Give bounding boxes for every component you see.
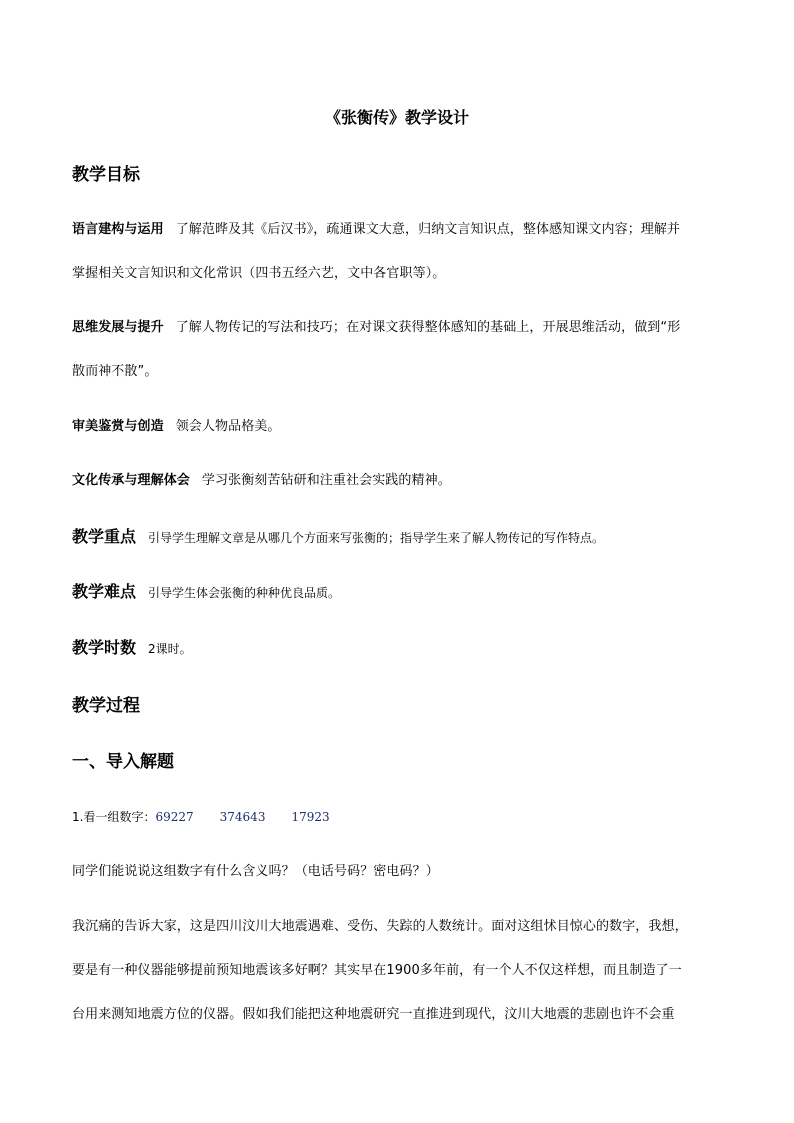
goal-aesthetic-label: 审美鉴赏与创造 xyxy=(72,419,164,434)
goal-language-line-2: 掌握相关文言知识和文化常识（四书五经六艺，文中各官职等）。 xyxy=(72,266,446,281)
goal-thinking-text: 了解人物传记的写法和技巧；在对课文获得整体感知的基础上，开展思维活动，做到“形 xyxy=(175,320,681,335)
goal-language-label: 语言建构与运用 xyxy=(72,222,164,237)
process-heading: 教学过程 xyxy=(72,696,140,716)
teaching-focus-label: 教学重点 xyxy=(72,527,137,546)
goal-culture-text: 学习张衡刻苦钻研和注重社会实践的精神。 xyxy=(201,473,451,488)
paragraph-line-3: 台用来测知地震方位的仪器。假如我们能把这种地震研究一直推进到现代，汶川大地震的悲剧也许不会重 xyxy=(72,1007,675,1022)
teaching-difficulty xyxy=(72,579,340,602)
paragraph-line-2: 要是有一种仪器能够提前预知地震该多好啊？其实早在1900多年前，有一个人不仅这样想，而且制造了一 xyxy=(72,963,682,978)
goals-heading: 教学目标 xyxy=(72,165,140,185)
numbers-line xyxy=(72,806,330,825)
goal-thinking-line-2: 散而神不散”。 xyxy=(72,364,158,379)
numbers-prefix: 1.看一组数字： xyxy=(72,810,156,824)
number-value: 17923 xyxy=(291,810,330,824)
teaching-hours-text: 2课时。 xyxy=(148,642,192,656)
goal-aesthetic-line xyxy=(72,415,281,434)
teaching-hours xyxy=(72,635,192,658)
document-title: 《张衡传》教学设计 xyxy=(324,108,469,127)
teaching-focus-text: 引导学生理解文章是从哪几个方面来写张衡的；指导学生来了解人物传记的写作特点。 xyxy=(148,531,605,545)
goal-language-line-1 xyxy=(72,218,680,237)
number-value: 374643 xyxy=(219,810,266,824)
goal-language-text: 了解范晔及其《后汉书》，疏通课文大意，归纳文言知识点，整体感知课文内容；理解并 xyxy=(175,222,681,237)
paragraph-line-1: 我沉痛的告诉大家，这是四川汶川大地震遇难、受伤、失踪的人数统计。面对这组怵目惊心的数字，我想， xyxy=(72,919,688,934)
goal-culture-line xyxy=(72,469,451,488)
question-line: 同学们能说说这组数字有什么含义吗？（电话号码？密电码？） xyxy=(72,864,439,879)
goal-aesthetic-text: 领会人物品格美。 xyxy=(175,419,281,434)
goal-thinking-label: 思维发展与提升 xyxy=(72,320,164,335)
teaching-hours-label: 教学时数 xyxy=(72,638,137,657)
teaching-focus xyxy=(72,524,604,547)
teaching-difficulty-label: 教学难点 xyxy=(72,582,137,601)
teaching-difficulty-text: 引导学生体会张衡的种种优良品质。 xyxy=(148,586,341,600)
number-value: 69227 xyxy=(155,810,194,824)
section-1-heading: 一、导入解题 xyxy=(72,752,174,772)
goal-thinking-line-1 xyxy=(72,316,680,335)
goal-culture-label: 文化传承与理解体会 xyxy=(72,473,190,488)
